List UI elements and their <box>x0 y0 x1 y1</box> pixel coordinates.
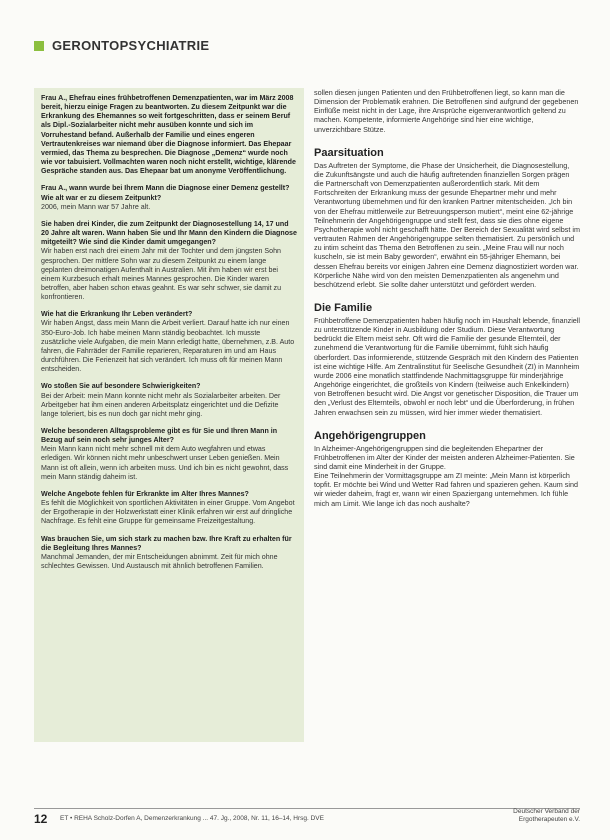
interview-question: Frau A., wann wurde bei Ihrem Mann die Diagnose einer Demenz gestellt? Wie alt war er zu diesem Zeitpunkt? <box>41 184 290 202</box>
interview-question: Was brauchen Sie, um sich stark zu machen bzw. Ihre Kraft zu erhalten für die Begleitung Ihres Mannes? <box>41 534 292 552</box>
interview-question: Sie haben drei Kinder, die zum Zeitpunkt der Diagnosestellung 14, 17 und 20 Jahre alt waren. Wann haben Sie und Ihr Mann den Kindern die Diagnose mitgeteilt? Wie sind die Kinder damit umgegangen? <box>41 219 297 247</box>
publisher-line: Deutscher Verband der <box>513 808 580 815</box>
interview-intro: Frau A., Ehefrau eines frühbetroffenen Demenzpatienten, war im März 2008 bereit, hierzu einige Fragen zu beantworten. Zu diesem Zeitpunkt war die Erkrankung des Ehemannes so weit fortgeschritten, dass er seinem Beruf als Dipl.-Sozialarbeiter nicht mehr ausüben konnte und sich im Vorruhestand befand. Außerhalb der Familie und eines engeren Vertrautenkreises war niemand über die Diagnose informiert. Das Ehepaar vermied, das Thema zu besprechen. Die Diagnose „Demenz“ wurde noch wie vor tabuisiert. Vollmachten waren noch nicht erstellt, wichtige, klärende Gespräche standen aus. Das Ehepaar bat um anonyme Veröffentlichung. <box>41 94 296 176</box>
article-paragraph: Eine Teilnehmerin der Vormittagsgruppe am ZI meinte: „Mein Mann ist körperlich topfit. Er möchte bei Wind und Wetter Rad fahren und spazieren gehen. Kaum sind wir wieder daheim, fragt er, wann wir einen Spaziergang unternehmen. Ich fühle mich am Limit. Wie lange ich das noch aushalte? <box>314 471 578 508</box>
article-heading: Paarsituation <box>314 146 384 159</box>
interview-question: Welche besonderen Alltagsprobleme gibt es für Sie und Ihren Mann in Bezug auf sein noch sehr junges Alter? <box>41 427 278 445</box>
interview-answer: Es fehlt die Möglichkeit von sportlichen Aktivitäten in einer Gruppe. Vom Angebot der Ergotherapie in der Holzwerkstatt einer Klinik erfahren wir erst auf dringliche Nachfrage. Es fehlt eine Gruppe für gemeinsame Freizeitgestaltung. <box>41 499 295 526</box>
interview-box <box>34 88 304 742</box>
article-paragraph: Frühbetroffene Demenzpatienten haben häufig noch im Haushalt lebende, finanziell zu unterstützende Kinder in Ausbildung oder Studium. Diese Verantwortung bedrückt die Eltern meist sehr. Oft wird die Familie der gesunde Elternteil, der zunehmend die Verantwortung für die Familie übernimmt, fühlt sich häufig überfordert. Das informierende, stützende Gespräch mit den Kindern des Patienten ist eine wichtige Hilfe. Am Zentralinstitut für Seelische Gesundheit (ZI) in Mannheim wurde 2006 eine monatlich stattfindende Nachmittagsgruppe für minderjährige Angehörige eingerichtet, die großteils von Kindern (teilweise auch Enkelkindern) von Betroffenen besucht wird. Die Angst vor genetischer Disposition, die Trauer um den „Verlust des Elternteils, obwohl er noch lebt“ und die Überforderung, in frühen Jahren erwachsen sein zu müssen, wird hier immer wieder thematisiert. <box>314 315 580 417</box>
interview-question: Wie hat die Erkrankung Ihr Leben verändert? <box>41 310 193 319</box>
publisher-line: Ergotherapeuten e.V. <box>518 816 580 823</box>
article-paragraph: Körperliche Nähe wird von den meisten Demenzpatienten als angenehm und beschützend erlebt. Sie sollte daher unterstützt und gefördert werden. <box>314 270 559 289</box>
section-marker-square <box>34 41 44 51</box>
interview-question: Wo stoßen Sie auf besondere Schwierigkeiten? <box>41 382 201 391</box>
footer-citation: ET • REHA Scholz-Dorfen A, Demenzerkrankung ... 47. Jg., 2008, Nr. 11, 16–14, Hrsg. DVE <box>60 815 324 822</box>
interview-question: Welche Angebote fehlen für Erkrankte im Alter Ihres Mannes? <box>41 489 249 498</box>
page-number: 12 <box>34 812 48 826</box>
article-paragraph: In Alzheimer-Angehörigengruppen sind die begleitenden Ehepartner der Frühbetroffenen im Alter der Kinder der meisten anderen Alzheimer-Patienten. Sie sind damit eine Minderheit in der Gruppe. <box>314 443 575 471</box>
interview-answer: 2006, mein Mann war 57 Jahre alt. <box>41 202 151 211</box>
article-paragraph: Das Auftreten der Symptome, die Phase der Unsicherheit, die Diagnosestellung, die Zukunftsängste und auch die häufig auftretenden finanziellen Sorgen prägen die Partnerschaft von Demenzpatienten außerordentlich stark. Mit dem Fortschreiten der Erkrankung muss der gesunde Ehepartner mehr und mehr Verantwortung übernehmen und für den kranken Partner mitentscheiden. „Ich bin von der Ehefrau mittlerweile zur Betreuungsperson mutiert“, meint eine 62-jährige Teilnehmerin der Angehörigengruppe und stellt fest, dass sie dies ohne eigene Psychotherapie wohl nicht geschafft hätte. Der Bereich der Sexualität wird selbst im vertrauten Rahmen der Angehörigengruppe selten thematisiert. Zu persönlich und zu intim scheint das Thema den Betroffenen zu sein. „Meine Frau will nur noch kuscheln, sie ist mein Baby geworden“, erwähnt ein 55-jähriger Ehemann, bei dessen Ehefrau bereits vor einigen Jahren eine Demenz diagnostiziert worden war. <box>314 160 580 271</box>
section-title: GERONTOPSYCHIATRIE <box>52 38 210 53</box>
article-heading: Angehörigengruppen <box>314 429 426 442</box>
interview-answer: Wir haben Angst, dass mein Mann die Arbeit verliert. Darauf hatte ich nur einen 350-Euro-Job. Ich habe meinen Mann ständig beobachtet. Ich musste zusätzliche viele Aufgaben, die mein Mann erledigt hatte, übernehmen, z.B. Auto fahren, die Fahrräder der Familie reparieren, Reparaturen im und am Haus durchführen. Die Ferienzeit hat sich verändert. Ich muss oft für meinen Mann entscheiden. <box>41 319 295 374</box>
footer-divider <box>34 808 580 809</box>
interview-answer: Bei der Arbeit: mein Mann konnte nicht mehr als Sozialarbeiter arbeiten. Der Arbeitgeber hat ihm einen anderen Arbeitsplatz eingerichtet und die Defizite lange toleriert, bis es nun doch gar nicht mehr ging. <box>41 391 281 418</box>
publisher-credit <box>513 808 580 824</box>
section-header <box>34 38 209 53</box>
interview-answer: Mein Mann kann nicht mehr schnell mit dem Auto wegfahren und etwas erledigen. Wir können nicht mehr unbeschwert unser Leben genießen. Mein Mann ist oft allein, wenn ich arbeiten muss. Und ich bin es nicht gewohnt, dass mein Mann ständig daheim ist. <box>41 445 289 481</box>
article-heading: Die Familie <box>314 301 373 314</box>
article-opening-paragraph: sollen diesen jungen Patienten und den Frühbetroffenen liegt, so kann man die Dimension der Problematik erahnen. Die Betroffenen sind aufgrund der gegebenen Einflüße meist nicht in der Lage, ihre Ansprüche eigenverantwortlich geltend zu machen. Kompetente, informierte Angehörige sind hier eine wichtige, unverzichtbare Stütze. <box>314 88 579 134</box>
article-column <box>314 88 580 788</box>
interview-answer: Manchmal Jemanden, der mir Entscheidungen abnimmt. Zeit für mich ohne schlechtes Gewissen. Und Austausch mit ähnlich betroffenen Familien. <box>41 552 278 571</box>
interview-answer: Wir haben erst nach drei einem Jahr mit der Tochter und dem jüngsten Sohn gesprochen. Der mittlere Sohn war zu diesem Zeitpunkt zu einem lange geplanten dreimonatigen Aufenthalt in Australien. Mit ihm haben wir erst bei einem Kurzbesuch erhalt meines Mannes gesprochen. Die Kinder waren betroffen, aber haben schon etwas geahnt. Es war sehr schwer, sie damit zu konfrontieren. <box>41 247 282 302</box>
